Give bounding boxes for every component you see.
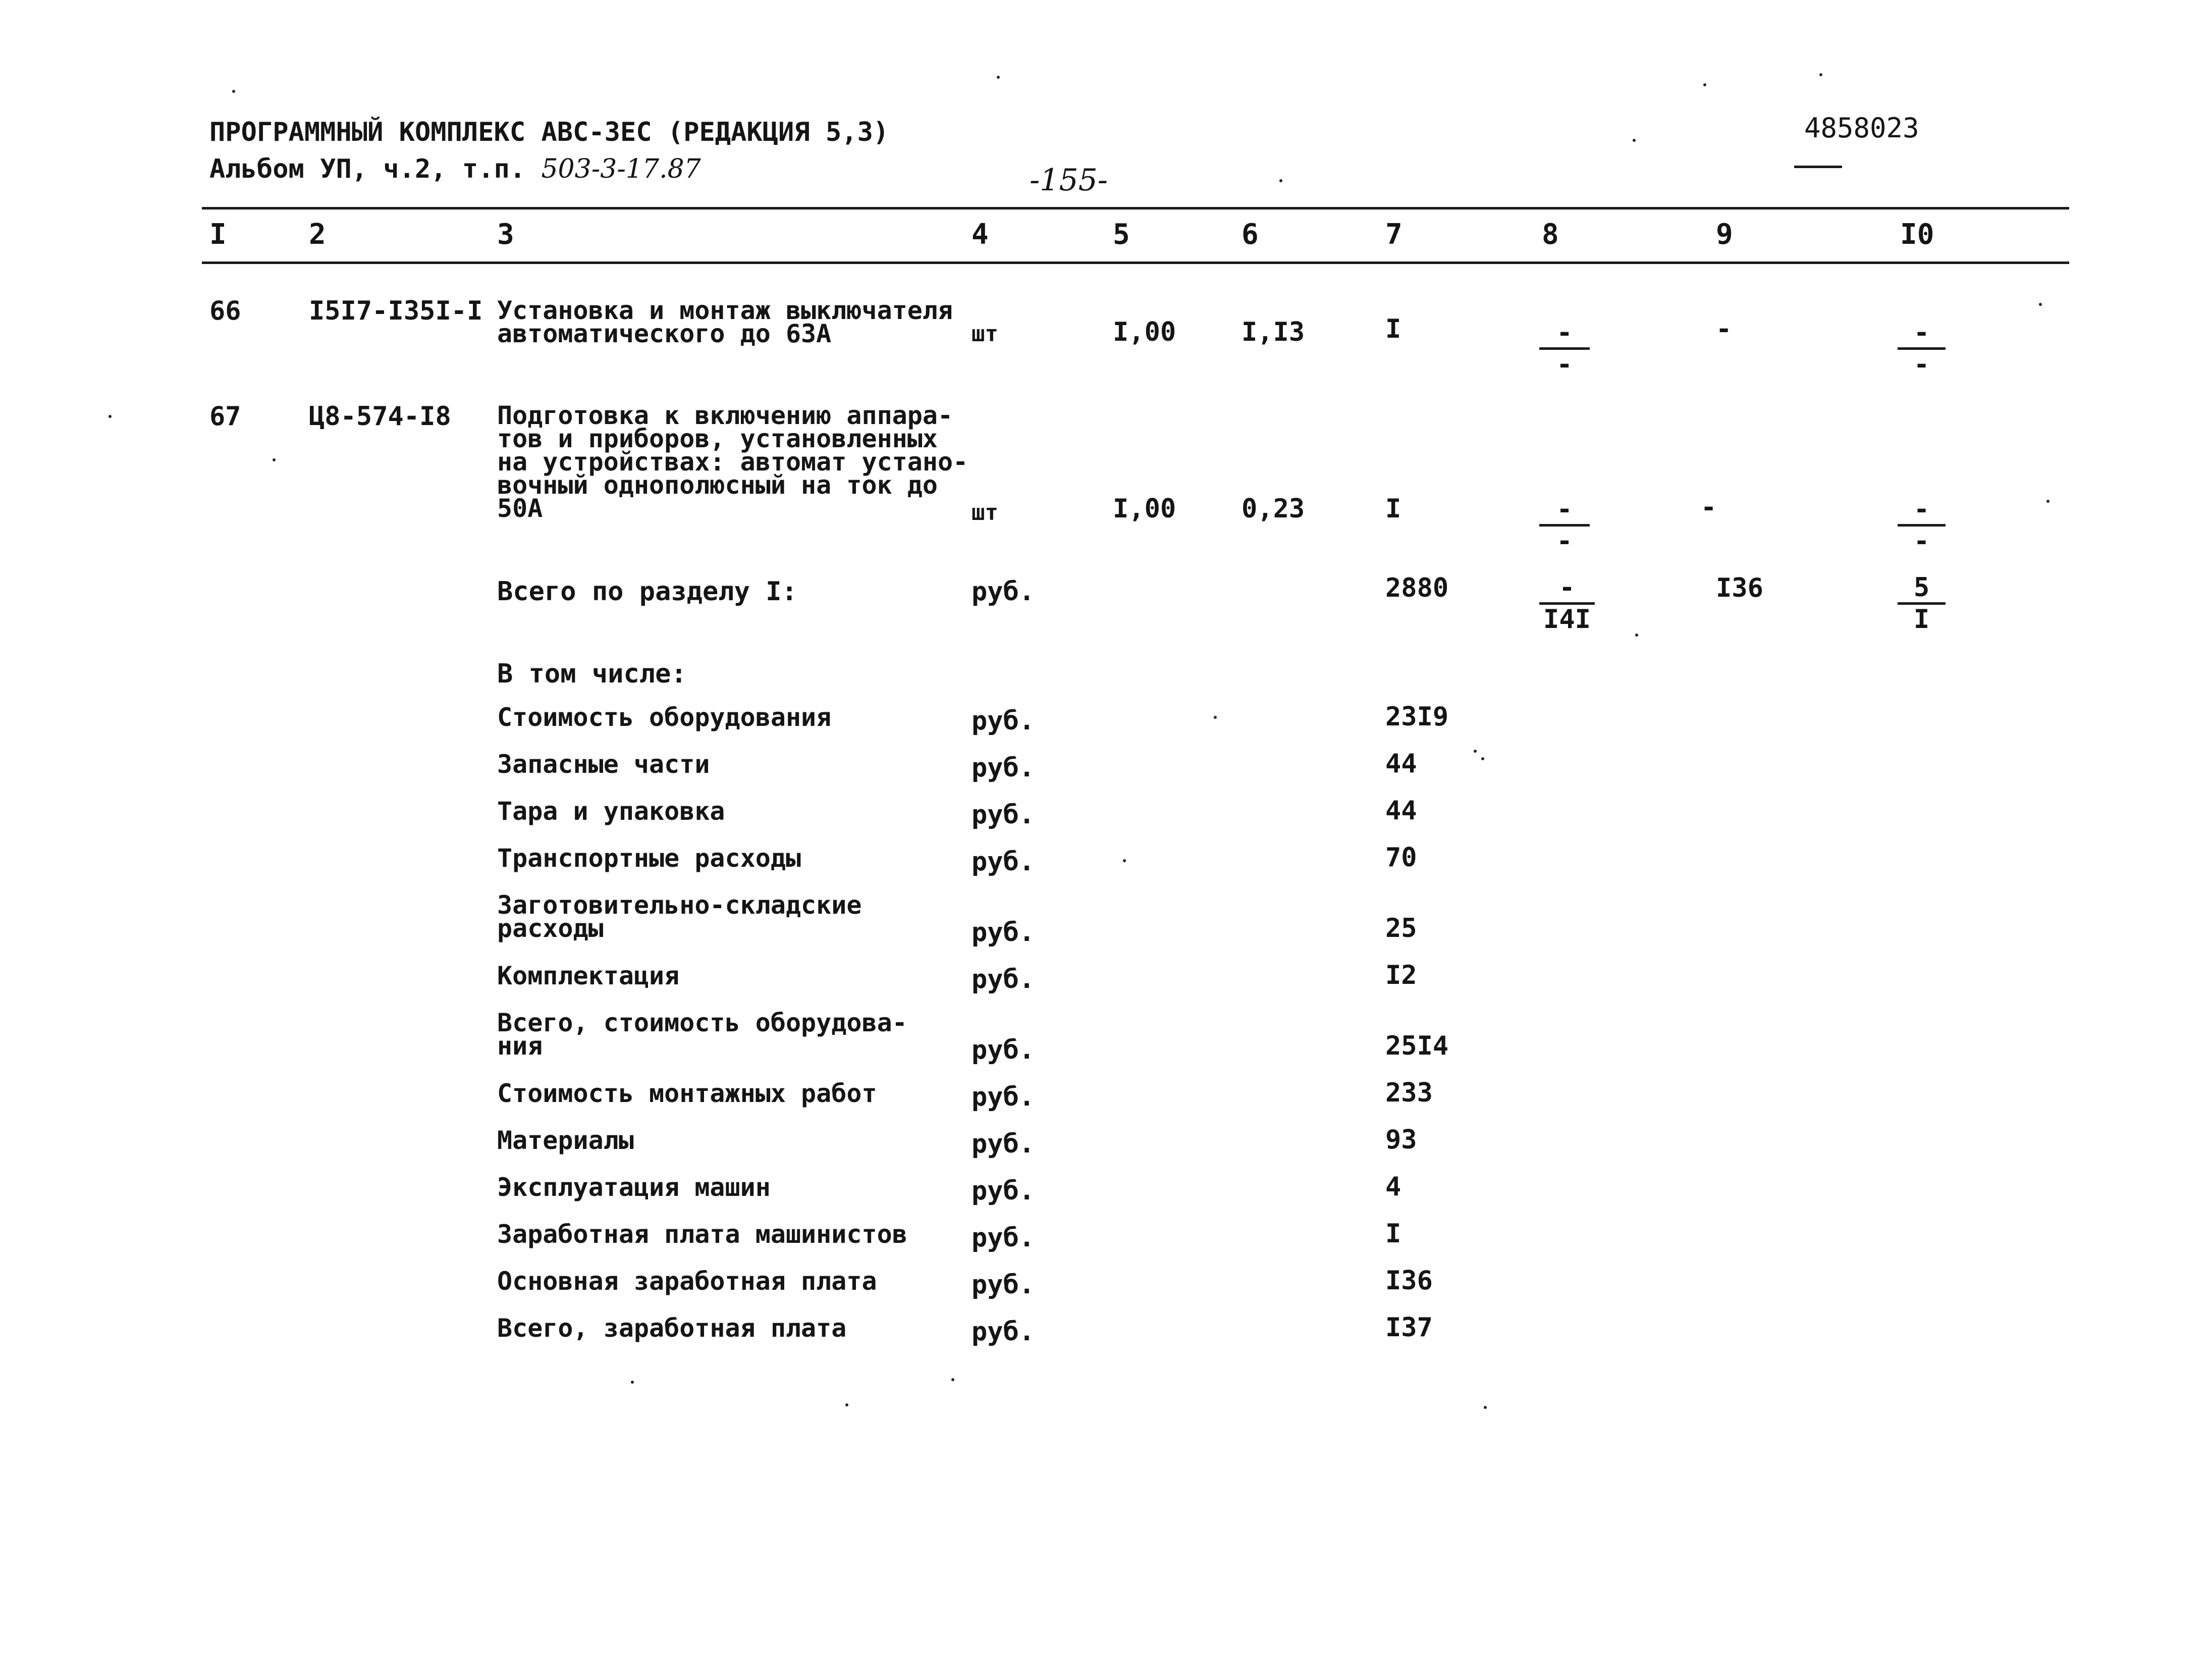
scan-speck <box>1214 716 1217 719</box>
breakdown-label: Запасные части <box>497 750 710 779</box>
breakdown-label: Заготовительно-складские расходы <box>497 890 862 943</box>
section-total-label: Всего по разделу I: <box>497 576 797 607</box>
breakdown-value: I36 <box>1385 1266 1433 1296</box>
scan-speck <box>631 1381 634 1384</box>
section-total-col8-fraction <box>1539 573 1595 634</box>
scan-speck <box>2039 303 2042 306</box>
section-total-col10-fraction <box>1898 573 1946 634</box>
colnum-10: I0 <box>1900 218 1934 251</box>
breakdown-value: 70 <box>1385 843 1417 873</box>
scan-speck <box>997 76 1000 79</box>
item-code: Ц8-574-I8 <box>309 401 451 432</box>
breakdown-unit: руб. <box>972 1176 1035 1206</box>
scan-speck <box>1635 634 1638 637</box>
breakdown-value: 233 <box>1385 1078 1433 1108</box>
item-number: 66 <box>209 296 241 326</box>
breakdown-label: Материалы <box>497 1126 634 1155</box>
breakdown-label: Тара и упаковка <box>497 797 725 826</box>
scan-speck <box>273 458 276 461</box>
scan-speck <box>1819 73 1822 76</box>
album-number: 503-3-17.87 <box>541 154 701 184</box>
breakdown-label: Всего, заработная плата <box>497 1314 847 1343</box>
breakdown-label: Заработная плата машинистов <box>497 1220 907 1249</box>
colnum-5: 5 <box>1113 218 1130 251</box>
section-total-col9: I36 <box>1716 573 1763 603</box>
section-total-unit: руб. <box>972 576 1035 607</box>
breakdown-value: 44 <box>1385 749 1417 779</box>
colnum-3: 3 <box>497 218 514 251</box>
header-rule-top <box>202 207 2069 209</box>
number-underline <box>1794 166 1842 168</box>
item-col7: I <box>1385 494 1401 524</box>
scan-speck <box>1474 750 1477 753</box>
breakdown-unit: руб. <box>972 1082 1035 1112</box>
breakdown-value: 44 <box>1385 796 1417 826</box>
fraction-denominator: I <box>1913 604 1930 635</box>
album-reference <box>209 154 701 184</box>
item-col10-fraction <box>1898 495 1946 556</box>
breakdown-value: I <box>1385 1219 1401 1249</box>
item-col7: I <box>1385 314 1401 344</box>
scan-speck <box>1123 859 1126 862</box>
album-prefix: Альбом УП, ч.2, т.п. <box>209 154 526 184</box>
item-code: I5I7-I35I-I <box>309 296 483 326</box>
including-label: В том числе: <box>497 659 687 689</box>
item-col6: 0,23 <box>1242 494 1305 524</box>
breakdown-label: Всего, стоимость оборудова- ния <box>497 1008 907 1061</box>
fraction-numerator: - <box>1898 495 1946 527</box>
breakdown-value: 4 <box>1385 1172 1401 1202</box>
breakdown-value: I2 <box>1385 960 1417 990</box>
item-col8-fraction <box>1539 318 1590 379</box>
item-col6: I,I3 <box>1242 317 1305 347</box>
breakdown-unit: руб. <box>972 1035 1035 1065</box>
breakdown-unit: руб. <box>972 1317 1035 1347</box>
breakdown-unit: руб. <box>972 1129 1035 1159</box>
fraction-denominator: - <box>1556 526 1573 556</box>
fraction-numerator: - <box>1539 573 1595 605</box>
document-number: 4858023 <box>1804 112 1919 144</box>
fraction-numerator: - <box>1898 318 1946 350</box>
breakdown-unit: руб. <box>972 706 1035 736</box>
item-col9: - <box>1701 492 1717 522</box>
breakdown-label: Стоимость монтажных работ <box>497 1079 877 1108</box>
scan-speck <box>1703 83 1706 86</box>
document-title: ПРОГРАММНЫЙ КОМПЛЕКС АВС-ЗЕС (РЕДАКЦИЯ 5,3) <box>209 117 889 147</box>
colnum-9: 9 <box>1716 218 1733 251</box>
breakdown-unit: руб. <box>972 1223 1035 1253</box>
header-rule-bottom <box>202 261 2069 264</box>
scan-speck <box>1279 179 1282 182</box>
scan-speck <box>2046 500 2049 503</box>
scan-speck <box>845 1403 848 1406</box>
item-col9: - <box>1716 314 1732 344</box>
fraction-numerator: - <box>1539 318 1590 350</box>
breakdown-label: Комплектация <box>497 961 680 990</box>
breakdown-unit: руб. <box>972 964 1035 994</box>
breakdown-label: Стоимость оборудования <box>497 703 832 732</box>
item-col8-fraction <box>1539 495 1590 556</box>
breakdown-value: 93 <box>1385 1125 1417 1155</box>
breakdown-unit: руб. <box>972 753 1035 783</box>
fraction-denominator: - <box>1556 349 1573 380</box>
breakdown-value: 23I9 <box>1385 702 1449 732</box>
colnum-2: 2 <box>309 218 326 251</box>
fraction-denominator: I4I <box>1543 604 1591 635</box>
breakdown-value: 25I4 <box>1385 1031 1449 1061</box>
colnum-8: 8 <box>1542 218 1559 251</box>
fraction-numerator: 5 <box>1898 573 1946 605</box>
breakdown-label: Транспортные расходы <box>497 844 801 873</box>
scan-speck <box>1633 139 1636 142</box>
item-description: Установка и монтаж выключателя автоматического до 63А <box>497 296 953 348</box>
breakdown-unit: руб. <box>972 847 1035 877</box>
item-unit: шт <box>972 500 998 526</box>
colnum-4: 4 <box>972 218 989 251</box>
scan-speck <box>1484 1406 1487 1409</box>
scan-speck <box>1481 757 1484 760</box>
breakdown-unit: руб. <box>972 800 1035 830</box>
breakdown-unit: руб. <box>972 917 1035 948</box>
fraction-numerator: - <box>1539 495 1590 527</box>
item-unit: шт <box>972 321 998 347</box>
breakdown-value: 25 <box>1385 913 1417 943</box>
item-quantity: I,00 <box>1113 317 1176 347</box>
item-number: 67 <box>209 401 241 432</box>
section-total-col7: 2880 <box>1385 573 1449 603</box>
breakdown-label: Эксплуатация машин <box>497 1173 771 1202</box>
fraction-denominator: - <box>1913 349 1930 380</box>
page-number: -155- <box>1030 163 1108 198</box>
colnum-6: 6 <box>1242 218 1259 251</box>
breakdown-label: Основная заработная плата <box>497 1267 877 1296</box>
item-description: Подготовка к включению аппара- тов и приборов, установленных на устройствах: автомат устано- вочный однополюсный на ток до 50А <box>497 401 968 523</box>
scan-speck <box>109 415 112 418</box>
colnum-7: 7 <box>1385 218 1402 251</box>
item-quantity: I,00 <box>1113 494 1176 524</box>
breakdown-value: I37 <box>1385 1313 1433 1343</box>
colnum-1: I <box>209 218 227 251</box>
fraction-denominator: - <box>1913 526 1930 556</box>
breakdown-unit: руб. <box>972 1270 1035 1300</box>
scan-speck <box>951 1378 954 1381</box>
item-col10-fraction <box>1898 318 1946 379</box>
scan-speck <box>232 90 235 93</box>
